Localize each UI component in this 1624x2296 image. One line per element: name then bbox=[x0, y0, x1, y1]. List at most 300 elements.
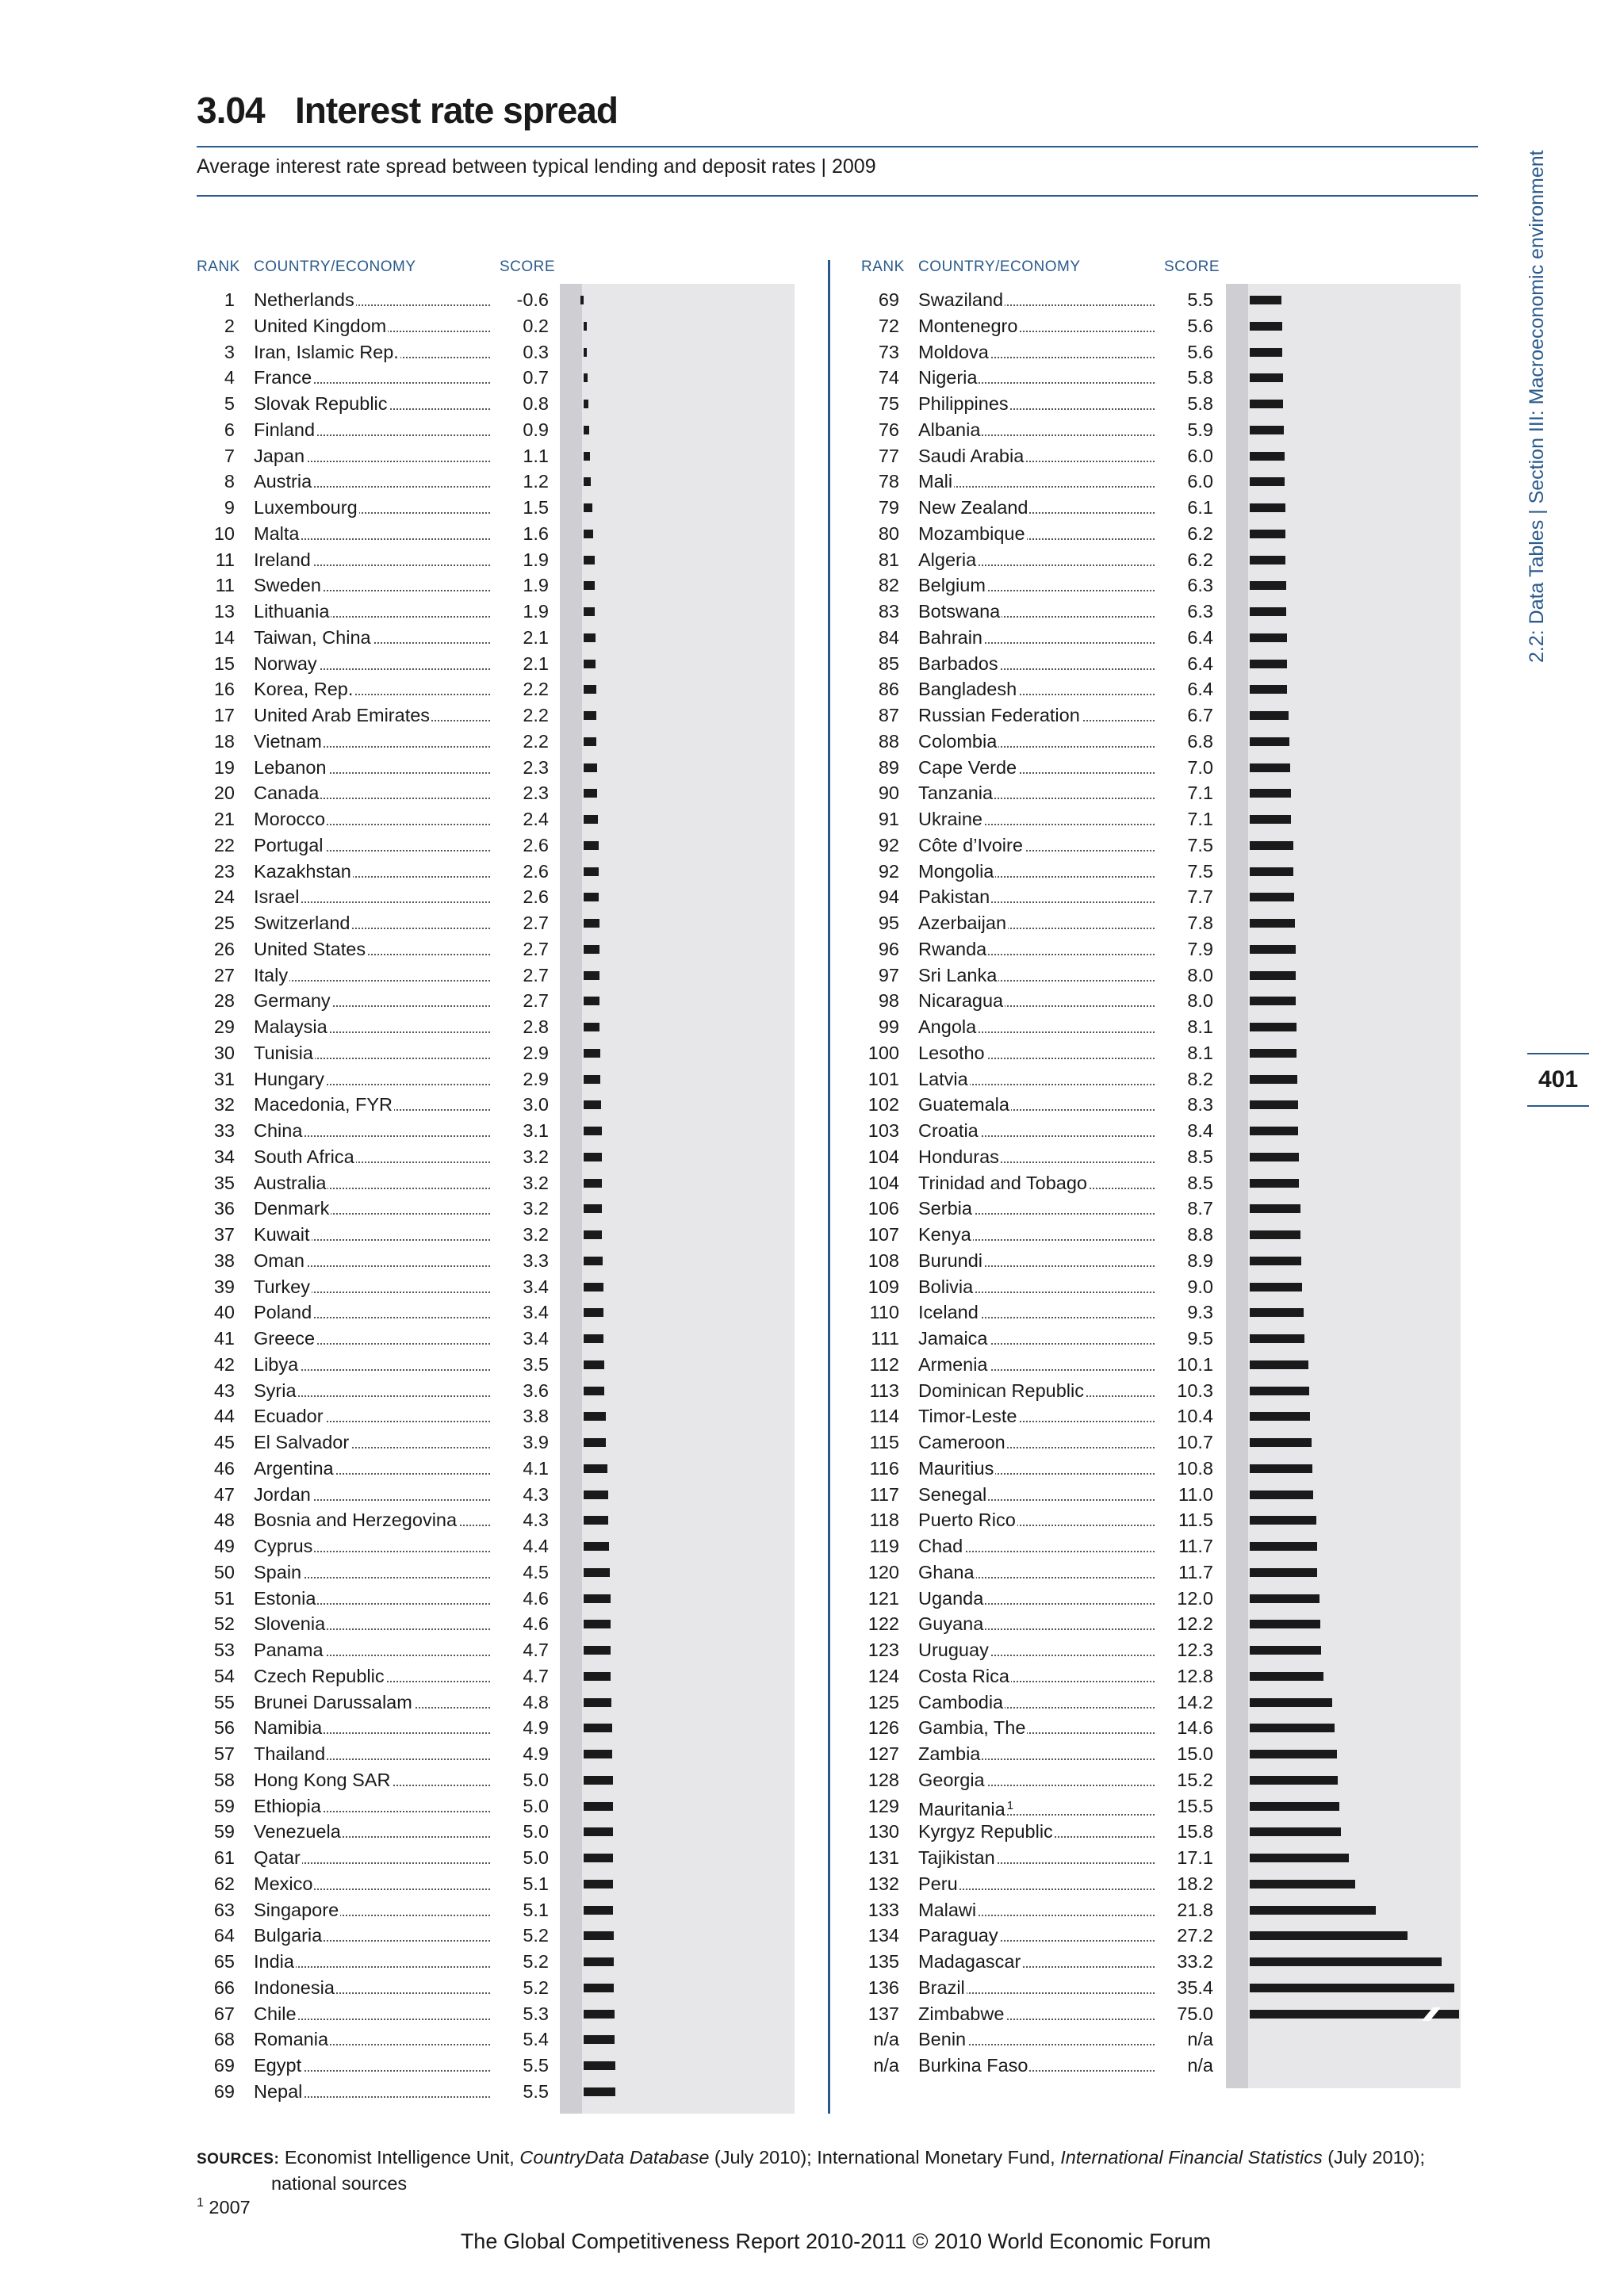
country-name: Australia bbox=[254, 1172, 327, 1193]
table-row bbox=[861, 702, 1218, 728]
country-name: Malta bbox=[254, 522, 300, 544]
score-cell: 8.0 bbox=[1156, 988, 1213, 1013]
rank-cell: 30 bbox=[213, 1042, 235, 1063]
rank-cell: 137 bbox=[868, 2003, 899, 2024]
rank-cell: 131 bbox=[868, 1847, 899, 1868]
country-name: Uganda bbox=[918, 1587, 984, 1609]
country-name: Gambia, The bbox=[918, 1717, 1026, 1739]
country-name: Azerbaijan bbox=[918, 913, 1007, 933]
score-bar bbox=[1250, 997, 1296, 1005]
score-bar bbox=[1250, 1230, 1300, 1239]
rank-cell: 37 bbox=[213, 1224, 235, 1245]
score-cell: 3.2 bbox=[492, 1196, 549, 1221]
table-row bbox=[197, 2079, 553, 2104]
score-cell: 27.2 bbox=[1156, 1923, 1213, 1948]
country-name: Tanzania bbox=[918, 783, 994, 804]
score-cell: 5.2 bbox=[492, 1923, 549, 1948]
score-bar bbox=[584, 841, 599, 850]
score-bar bbox=[584, 1490, 608, 1499]
table-row bbox=[861, 884, 1218, 909]
rank-cell: 101 bbox=[868, 1068, 899, 1089]
score-bar bbox=[584, 477, 591, 486]
rank-cell: 57 bbox=[213, 1743, 235, 1764]
score-bar bbox=[584, 607, 595, 616]
page-number-box bbox=[1527, 1053, 1589, 1107]
table-row bbox=[197, 910, 553, 936]
table-row bbox=[197, 599, 553, 624]
score-bar bbox=[1250, 503, 1285, 512]
score-bar bbox=[584, 503, 592, 512]
score-bar bbox=[584, 867, 599, 876]
table-row bbox=[197, 1222, 553, 1247]
score-bar bbox=[584, 1464, 607, 1473]
score-bar bbox=[584, 1750, 612, 1758]
rank-header-left: RANK bbox=[197, 258, 240, 275]
country-name: Chad bbox=[918, 1536, 963, 1556]
score-cell: 2.9 bbox=[492, 1040, 549, 1066]
table-row bbox=[861, 1923, 1218, 1948]
score-cell: 3.6 bbox=[492, 1378, 549, 1403]
score-cell: 5.8 bbox=[1156, 365, 1213, 390]
score-bar bbox=[1250, 711, 1289, 720]
score-bar bbox=[1250, 373, 1283, 382]
score-bar bbox=[584, 581, 595, 590]
score-cell: 35.4 bbox=[1156, 1975, 1213, 2000]
score-bar bbox=[584, 1230, 602, 1239]
score-bar bbox=[1250, 867, 1293, 876]
sources-italic-1: CountryData Database bbox=[519, 2147, 710, 2168]
country-name: Saudi Arabia bbox=[918, 445, 1025, 466]
score-cell: 3.2 bbox=[492, 1222, 549, 1247]
country-name: Georgia bbox=[918, 1769, 985, 1790]
rank-cell: 119 bbox=[869, 1536, 899, 1556]
score-cell: 4.7 bbox=[492, 1663, 549, 1689]
country-name: Morocco bbox=[254, 809, 326, 829]
country-name: Turkey bbox=[254, 1276, 310, 1297]
rank-cell: 15 bbox=[213, 652, 235, 674]
score-cell: 2.2 bbox=[492, 702, 549, 728]
country-name: Cape Verde bbox=[918, 756, 1017, 778]
score-bar bbox=[584, 1308, 603, 1317]
table-row bbox=[861, 806, 1218, 832]
rank-cell: 121 bbox=[868, 1587, 899, 1609]
table-row bbox=[861, 1975, 1218, 2000]
score-bar bbox=[584, 1283, 603, 1292]
score-cell: 18.2 bbox=[1156, 1871, 1213, 1896]
country-name: Nigeria bbox=[918, 367, 978, 388]
score-cell: 4.9 bbox=[492, 1715, 549, 1740]
table-row bbox=[197, 1767, 553, 1793]
rank-cell: 23 bbox=[213, 860, 235, 882]
country-name: Panama bbox=[254, 1640, 324, 1660]
score-cell: 0.3 bbox=[492, 339, 549, 365]
score-cell: 5.5 bbox=[492, 2079, 549, 2104]
country-name: Latvia bbox=[918, 1068, 968, 1089]
table-row bbox=[197, 780, 553, 806]
country-name: Swaziland bbox=[918, 289, 1004, 310]
table-row bbox=[197, 884, 553, 909]
table-row bbox=[197, 1897, 553, 1923]
country-name: Guyana bbox=[918, 1613, 984, 1635]
rank-cell: 128 bbox=[868, 1769, 899, 1790]
table-row bbox=[197, 962, 553, 988]
score-cell: 5.4 bbox=[492, 2026, 549, 2052]
rank-cell: 6 bbox=[224, 419, 235, 440]
table-row bbox=[197, 1611, 553, 1636]
table-row bbox=[861, 1819, 1218, 1844]
country-name: Slovak Republic bbox=[254, 393, 388, 414]
table-row bbox=[861, 1559, 1218, 1585]
country-name: Russian Federation bbox=[918, 705, 1080, 725]
rank-cell: 73 bbox=[878, 341, 899, 362]
score-cell: 3.8 bbox=[492, 1403, 549, 1429]
score-cell: 9.0 bbox=[1156, 1274, 1213, 1299]
country-name: Bosnia and Herzegovina bbox=[254, 1510, 458, 1531]
rank-cell: 127 bbox=[868, 1743, 899, 1764]
table-row bbox=[861, 859, 1218, 884]
page-title: Interest rate spread bbox=[295, 90, 618, 131]
table-row bbox=[861, 1767, 1218, 1793]
score-cell: 4.1 bbox=[492, 1456, 549, 1481]
rank-cell: 92 bbox=[878, 834, 899, 855]
score-bar bbox=[584, 2010, 615, 2019]
score-bar bbox=[1250, 1516, 1316, 1525]
rank-cell: 19 bbox=[213, 756, 235, 778]
table-row bbox=[197, 1533, 553, 1559]
rank-cell: 76 bbox=[878, 419, 899, 440]
score-cell: 1.9 bbox=[492, 599, 549, 624]
score-bar bbox=[584, 1412, 606, 1421]
score-cell: 1.5 bbox=[492, 495, 549, 520]
score-cell: 3.9 bbox=[492, 1429, 549, 1455]
score-cell: 0.8 bbox=[492, 391, 549, 416]
score-cell: 7.1 bbox=[1156, 780, 1213, 806]
country-name: Cyprus bbox=[254, 1536, 313, 1556]
score-bar bbox=[1250, 1283, 1302, 1292]
score-cell: 5.5 bbox=[492, 2053, 549, 2078]
score-cell: 0.9 bbox=[492, 417, 549, 442]
score-cell: 3.3 bbox=[492, 1248, 549, 1273]
country-name: Costa Rica bbox=[918, 1665, 1009, 1686]
country-name: Jordan bbox=[254, 1483, 311, 1505]
country-name: Paraguay bbox=[918, 1925, 998, 1946]
rank-cell: 94 bbox=[878, 886, 899, 908]
sources-italic-2: International Financial Statistics bbox=[1060, 2147, 1323, 2168]
rank-cell: 28 bbox=[213, 990, 235, 1012]
rank-cell: 40 bbox=[213, 1302, 235, 1323]
rank-cell: 18 bbox=[213, 730, 235, 752]
table-row bbox=[197, 2026, 553, 2052]
country-name: Luxembourg bbox=[254, 497, 358, 518]
score-bar bbox=[1250, 1153, 1299, 1161]
rank-cell: 126 bbox=[868, 1717, 899, 1739]
country-name: Lebanon bbox=[254, 756, 327, 778]
footnote-ref: 1 bbox=[1006, 1798, 1014, 1812]
country-header-right: COUNTRY/ECONOMY bbox=[918, 258, 1081, 275]
rank-cell: 48 bbox=[213, 1510, 235, 1531]
footnote-marker: 1 bbox=[197, 2196, 204, 2210]
country-name: Sri Lanka bbox=[918, 964, 998, 985]
table-row bbox=[197, 755, 553, 780]
table-row bbox=[861, 1066, 1218, 1092]
rank-cell: 130 bbox=[868, 1821, 899, 1843]
score-bar bbox=[584, 2035, 615, 2044]
score-bar bbox=[584, 893, 599, 901]
country-name: Greece bbox=[254, 1328, 316, 1349]
rank-cell: 49 bbox=[213, 1536, 235, 1556]
score-bar bbox=[1250, 322, 1282, 331]
score-cell: 5.0 bbox=[492, 1793, 549, 1819]
table-row bbox=[861, 547, 1218, 572]
score-cell: 10.7 bbox=[1156, 1429, 1213, 1455]
score-cell: n/a bbox=[1156, 2053, 1213, 2078]
rank-cell: 111 bbox=[871, 1328, 899, 1349]
score-bar bbox=[584, 1568, 610, 1577]
score-cell: 7.5 bbox=[1156, 859, 1213, 884]
score-cell: 7.5 bbox=[1156, 832, 1213, 858]
score-cell: 11.0 bbox=[1156, 1482, 1213, 1507]
rank-cell: 22 bbox=[213, 834, 235, 855]
score-bar bbox=[1250, 1827, 1341, 1836]
country-name: Mauritania bbox=[918, 1799, 1005, 1820]
score-bar bbox=[1250, 1984, 1454, 1992]
score-cell: 2.2 bbox=[492, 729, 549, 754]
rank-cell: 85 bbox=[878, 652, 899, 674]
country-name: United Kingdom bbox=[254, 315, 387, 336]
table-row bbox=[861, 339, 1218, 365]
table-row bbox=[197, 1923, 553, 1948]
score-cell: 3.0 bbox=[492, 1092, 549, 1117]
table-row bbox=[197, 365, 553, 390]
table-row bbox=[197, 1482, 553, 1507]
table-row bbox=[197, 443, 553, 469]
country-name: South Africa bbox=[254, 1146, 354, 1167]
score-cell: 4.3 bbox=[492, 1482, 549, 1507]
country-name: Cameroon bbox=[918, 1432, 1005, 1452]
score-bar bbox=[584, 633, 596, 642]
score-cell: 9.5 bbox=[1156, 1326, 1213, 1351]
table-row bbox=[197, 1352, 553, 1377]
table-row bbox=[197, 495, 553, 520]
rank-cell: 45 bbox=[213, 1432, 235, 1452]
rank-cell: 21 bbox=[213, 809, 235, 829]
score-cell: 12.3 bbox=[1156, 1637, 1213, 1663]
score-cell: 5.1 bbox=[492, 1871, 549, 1896]
score-bar bbox=[1250, 348, 1282, 357]
rank-cell: 112 bbox=[869, 1353, 899, 1375]
score-cell: 7.0 bbox=[1156, 755, 1213, 780]
rank-cell: 62 bbox=[213, 1873, 235, 1894]
country-name: Libya bbox=[254, 1353, 299, 1375]
score-cell: 6.4 bbox=[1156, 651, 1213, 676]
table-row bbox=[197, 1144, 553, 1169]
score-bar bbox=[1250, 1100, 1298, 1109]
country-name: Armenia bbox=[918, 1353, 988, 1375]
subtitle: Average interest rate spread between typical lending and deposit rates | 2009 bbox=[197, 155, 876, 178]
rank-cell: 29 bbox=[213, 1016, 235, 1037]
country-name: Mauritius bbox=[918, 1457, 994, 1479]
rank-cell: 46 bbox=[213, 1457, 235, 1479]
rank-cell: 35 bbox=[213, 1172, 235, 1193]
score-bar bbox=[1250, 1931, 1408, 1940]
country-name: Peru bbox=[918, 1873, 958, 1894]
score-bar bbox=[1250, 789, 1291, 798]
country-name: Qatar bbox=[254, 1847, 301, 1868]
rank-cell: 123 bbox=[868, 1640, 899, 1660]
score-cell: 6.8 bbox=[1156, 729, 1213, 754]
score-cell: 17.1 bbox=[1156, 1845, 1213, 1870]
table-row bbox=[861, 365, 1218, 390]
score-cell: 10.1 bbox=[1156, 1352, 1213, 1377]
country-name: Argentina bbox=[254, 1457, 334, 1479]
score-bar bbox=[584, 1204, 602, 1213]
footnote bbox=[197, 2196, 251, 2218]
rank-cell: 75 bbox=[878, 393, 899, 414]
table-row bbox=[197, 832, 553, 858]
country-name: Netherlands bbox=[254, 289, 354, 310]
score-bar bbox=[1250, 660, 1287, 668]
score-cell: 2.8 bbox=[492, 1014, 549, 1039]
score-cell: 15.5 bbox=[1156, 1793, 1213, 1819]
score-cell: 3.4 bbox=[492, 1299, 549, 1325]
score-bar bbox=[584, 685, 596, 694]
score-bar bbox=[584, 530, 593, 538]
table-row bbox=[861, 988, 1218, 1013]
page-footer: The Global Competitiveness Report 2010-2011 © 2010 World Economic Forum bbox=[460, 2229, 1212, 2253]
rank-cell: 8 bbox=[224, 471, 235, 492]
rank-cell: 99 bbox=[878, 1016, 899, 1037]
rank-cell: 87 bbox=[878, 705, 899, 725]
country-name: Zambia bbox=[918, 1743, 981, 1764]
score-bar bbox=[584, 1387, 604, 1395]
rank-cell: 88 bbox=[878, 730, 899, 752]
table-row bbox=[861, 1689, 1218, 1715]
rank-cell: 104 bbox=[868, 1146, 899, 1167]
score-cell: 8.9 bbox=[1156, 1248, 1213, 1273]
score-bar bbox=[1250, 1023, 1297, 1031]
table-row bbox=[861, 1586, 1218, 1611]
country-name: Honduras bbox=[918, 1146, 999, 1167]
table-row bbox=[197, 806, 553, 832]
score-cell: 5.0 bbox=[492, 1845, 549, 1870]
score-bar bbox=[1250, 296, 1281, 304]
score-cell: 5.6 bbox=[1156, 313, 1213, 339]
score-bar bbox=[1250, 737, 1289, 746]
table-row bbox=[861, 495, 1218, 520]
rank-cell: 27 bbox=[213, 964, 235, 985]
rank-cell: 67 bbox=[213, 2003, 235, 2024]
rank-cell: 74 bbox=[878, 367, 899, 388]
score-cell: 2.3 bbox=[492, 755, 549, 780]
country-name: Norway bbox=[254, 652, 317, 674]
country-name: Ukraine bbox=[918, 809, 982, 829]
score-bar bbox=[584, 1516, 608, 1525]
score-bar bbox=[1250, 1776, 1338, 1785]
table-row bbox=[861, 1715, 1218, 1740]
country-name: Serbia bbox=[918, 1198, 972, 1219]
rank-cell: 38 bbox=[213, 1249, 235, 1271]
table-row bbox=[861, 1170, 1218, 1196]
score-cell: 1.6 bbox=[492, 521, 549, 546]
score-cell: n/a bbox=[1156, 2026, 1213, 2052]
score-bar bbox=[584, 660, 596, 668]
country-name: Algeria bbox=[918, 549, 977, 570]
page-number: 401 bbox=[1538, 1066, 1579, 1093]
table-row bbox=[861, 1144, 1218, 1169]
sources-note bbox=[197, 2145, 1497, 2195]
rank-cell: 107 bbox=[868, 1224, 899, 1245]
rank-cell: 109 bbox=[868, 1276, 899, 1297]
score-cell: 12.0 bbox=[1156, 1586, 1213, 1611]
score-header-right: SCORE bbox=[1164, 258, 1220, 275]
table-row bbox=[197, 287, 553, 312]
score-cell: 6.3 bbox=[1156, 599, 1213, 624]
country-name: Mexico bbox=[254, 1873, 313, 1894]
table-row bbox=[197, 1456, 553, 1481]
country-name: Nicaragua bbox=[918, 990, 1004, 1012]
sidebar-section-label: 2.2: Data Tables | Section III: Macroeconomic environment bbox=[1526, 150, 1548, 663]
score-bar bbox=[1250, 530, 1285, 538]
rank-cell: 129 bbox=[868, 1795, 899, 1816]
score-bar bbox=[1250, 1334, 1304, 1343]
country-name: Uruguay bbox=[918, 1640, 989, 1660]
score-cell: 7.1 bbox=[1156, 806, 1213, 832]
score-bar bbox=[584, 348, 587, 357]
score-bar bbox=[584, 1984, 614, 1992]
score-cell: 15.8 bbox=[1156, 1819, 1213, 1844]
rank-cell: 59 bbox=[213, 1821, 235, 1843]
score-bar bbox=[1250, 556, 1285, 564]
score-bar bbox=[584, 763, 597, 772]
score-cell: 2.6 bbox=[492, 832, 549, 858]
table-row bbox=[197, 391, 553, 416]
table-row bbox=[197, 339, 553, 365]
country-name: Bahrain bbox=[918, 626, 982, 648]
table-row bbox=[197, 859, 553, 884]
country-name: Ethiopia bbox=[254, 1795, 321, 1816]
score-bar bbox=[1250, 1906, 1376, 1915]
score-cell: 14.2 bbox=[1156, 1689, 1213, 1715]
score-bar bbox=[1250, 581, 1286, 590]
subtitle-rule bbox=[197, 195, 1478, 197]
table-row bbox=[861, 1196, 1218, 1221]
rank-cell: n/a bbox=[873, 2055, 899, 2076]
score-cell: 6.7 bbox=[1156, 702, 1213, 728]
rank-cell: 52 bbox=[213, 1613, 235, 1635]
rank-cell: 32 bbox=[213, 1094, 235, 1115]
rank-cell: 13 bbox=[213, 601, 235, 622]
table-row bbox=[861, 1949, 1218, 1974]
table-row bbox=[861, 1845, 1218, 1870]
score-bar bbox=[1250, 633, 1287, 642]
table-row bbox=[861, 832, 1218, 858]
country-name: Jamaica bbox=[918, 1328, 988, 1349]
score-bar bbox=[1250, 1257, 1301, 1265]
score-cell: 75.0 bbox=[1156, 2001, 1213, 2026]
country-name: France bbox=[254, 367, 312, 388]
score-bar bbox=[584, 1594, 611, 1603]
score-cell: 2.2 bbox=[492, 676, 549, 702]
score-bar bbox=[584, 1906, 613, 1915]
score-bar bbox=[1250, 1127, 1298, 1135]
score-bar bbox=[584, 1672, 611, 1681]
table-row bbox=[861, 1352, 1218, 1377]
country-name: Albania bbox=[918, 419, 981, 440]
table-row bbox=[861, 729, 1218, 754]
table-row bbox=[861, 1378, 1218, 1403]
rank-cell: 41 bbox=[213, 1328, 235, 1349]
country-name: Barbados bbox=[918, 652, 998, 674]
